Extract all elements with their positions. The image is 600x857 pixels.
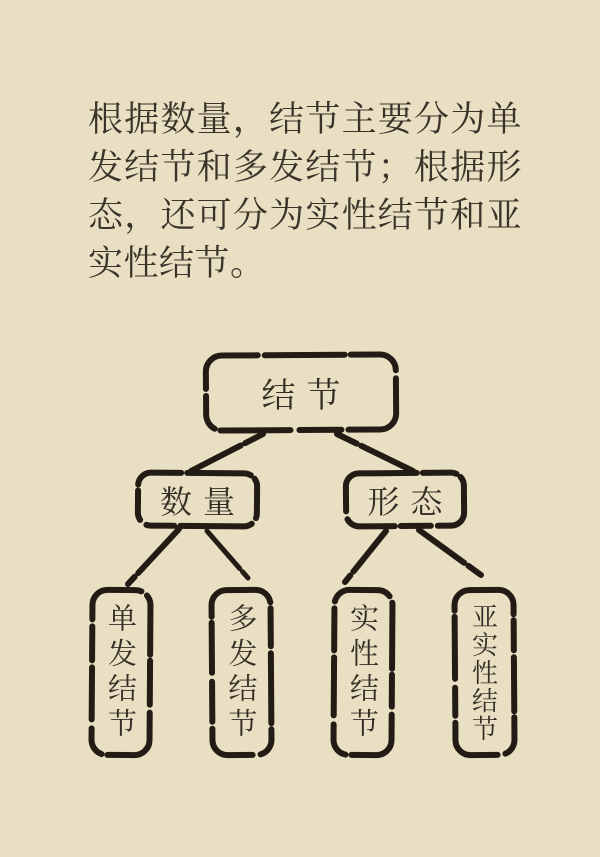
- subsolid-nodule-label: 亚实性结节: [468, 602, 499, 743]
- root-node-label: 结节: [261, 376, 352, 415]
- connector-quantity-solitary: [128, 529, 179, 584]
- morphology-node-label: 形态: [367, 483, 454, 520]
- solitary-nodule-label: 单发结节: [104, 602, 136, 743]
- multiple-nodule-label: 多发结节: [224, 602, 257, 743]
- intro-text: 根据数量，结节主要分为单发结节和多发结节；根据形态，还可分为实性结节和亚实性结节。: [88, 100, 522, 283]
- quantity-node-label: 数量: [159, 483, 246, 520]
- solid-nodule-label: 实性结节: [346, 602, 378, 743]
- connector-quantity-multiple: [207, 531, 248, 578]
- connector-root-morphology: [337, 434, 413, 471]
- connector-morphology-solid: [345, 531, 386, 582]
- connector-root-quantity: [191, 434, 263, 471]
- connector-morphology-subsolid: [419, 530, 481, 575]
